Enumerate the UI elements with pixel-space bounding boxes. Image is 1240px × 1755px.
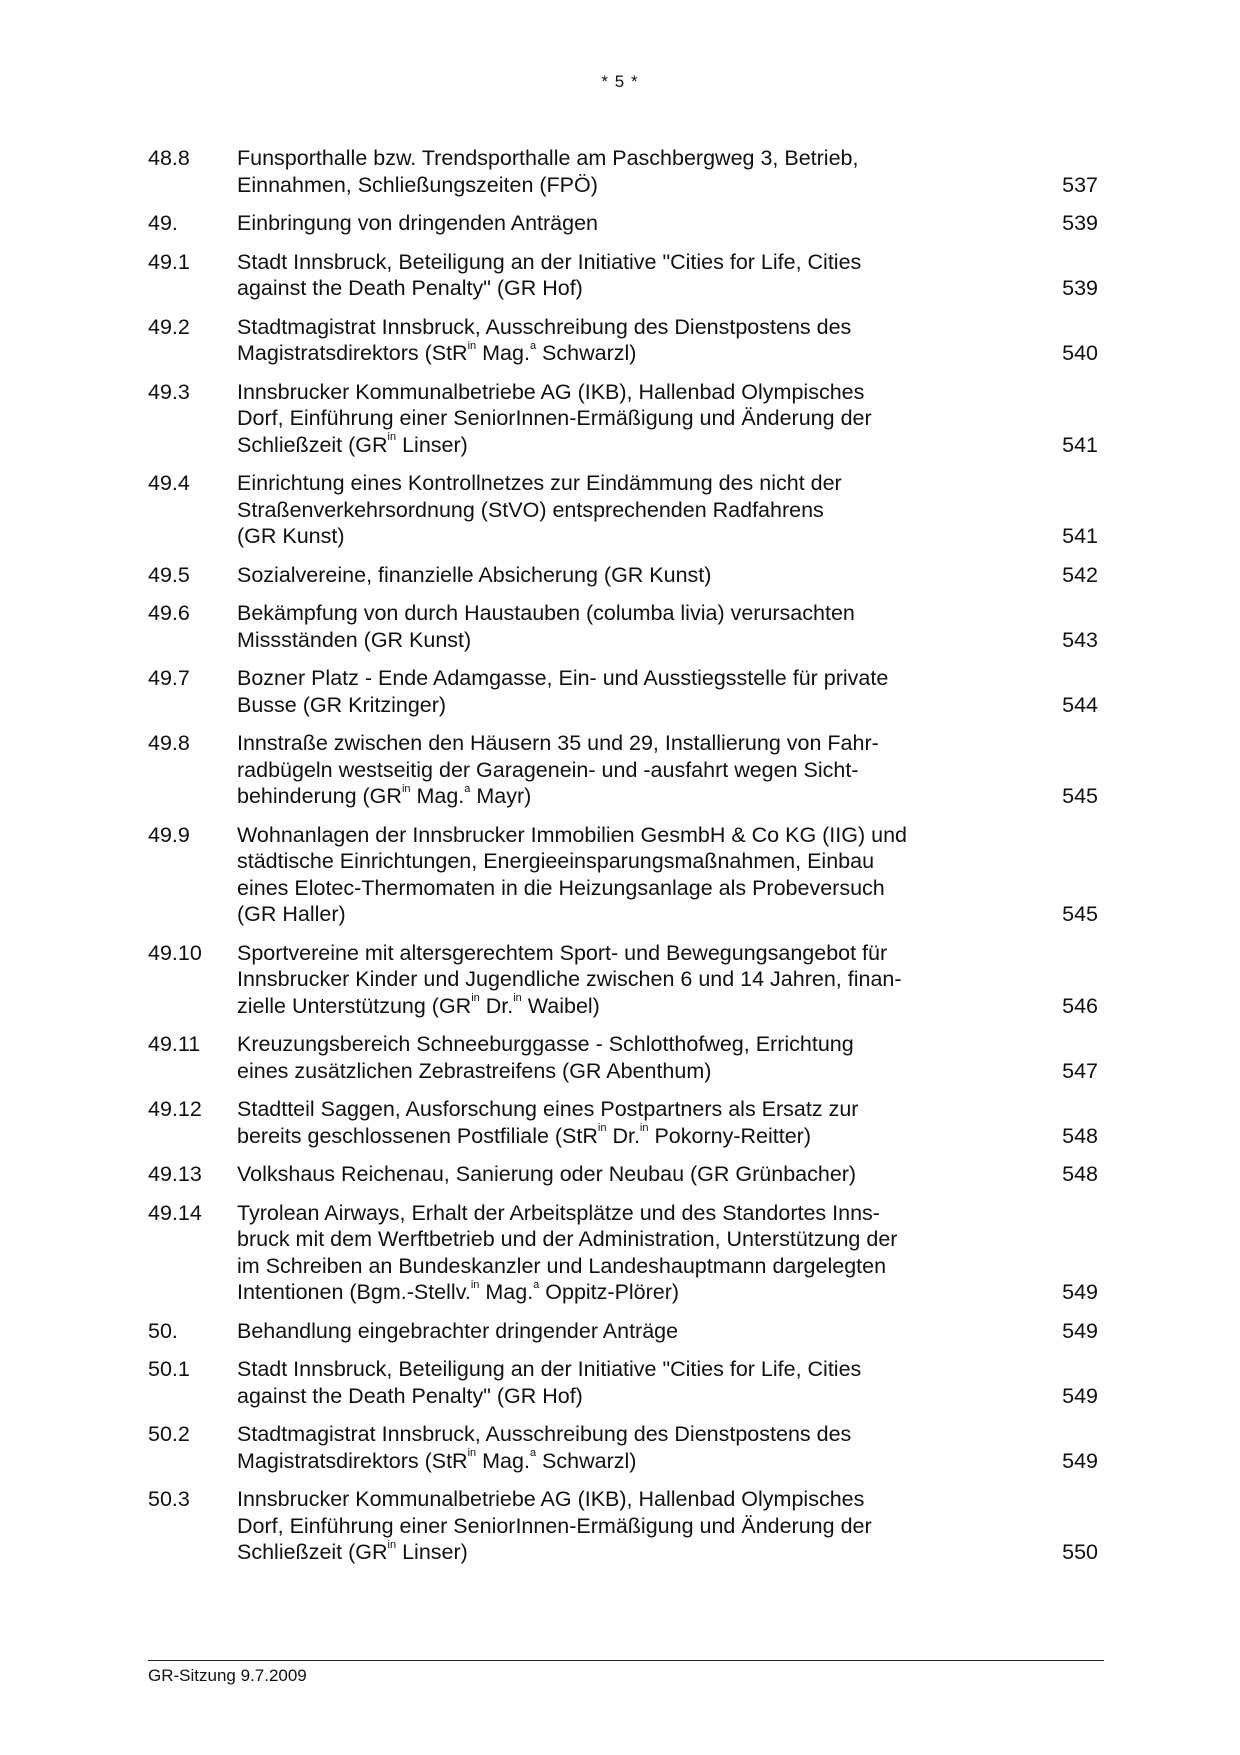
entry-title-segment: Intentionen (Bgm.-Stellv. xyxy=(237,1280,471,1304)
entry-title-line: Straßenverkehrsordnung (StVO) entsprechenden Radfahrens xyxy=(237,497,824,522)
superscript: in xyxy=(597,1122,607,1135)
toc-entry xyxy=(148,470,1098,550)
entry-number: 49.7 xyxy=(148,666,190,690)
entry-number: 49.12 xyxy=(148,1097,202,1121)
entry-title-line: Kreuzungsbereich Schneeburggasse - Schlotthofweg, Errichtung xyxy=(237,1032,854,1056)
toc-entry xyxy=(148,1096,1098,1149)
entry-page: 539 xyxy=(1062,211,1098,235)
entry-title-segment: Magistratsdirektors (StR xyxy=(237,341,468,365)
footer-text: GR-Sitzung 9.7.2009 xyxy=(148,1666,307,1685)
entry-title-line xyxy=(237,1539,967,1566)
entry-number: 49.11 xyxy=(148,1032,201,1056)
entry-title-line: Einrichtung eines Kontrollnetzes zur Eindämmung des nicht der xyxy=(237,471,842,495)
toc-entry xyxy=(148,1486,1098,1566)
entry-title xyxy=(237,730,967,810)
toc-entry xyxy=(148,145,1098,198)
entry-title-segment: Mag. xyxy=(410,784,465,808)
entry-page: 541 xyxy=(1062,524,1098,548)
entry-number: 49.3 xyxy=(148,379,190,404)
entry-number: 49.10 xyxy=(148,940,202,965)
entry-number: 49.5 xyxy=(148,562,190,587)
entry-page: 548 xyxy=(1062,1162,1098,1186)
entry-number: 48.8 xyxy=(148,146,190,170)
entry-title-line xyxy=(237,783,967,810)
superscript: a xyxy=(529,1447,537,1460)
entry-page: 549 xyxy=(1062,1318,1098,1343)
entry-number: 49.2 xyxy=(148,314,190,339)
superscript: in xyxy=(387,1538,397,1551)
entry-title-line: Innstraße zwischen den Häusern 35 und 29, Installierung von Fahr- xyxy=(237,731,879,755)
entry-number: 49.9 xyxy=(148,822,190,847)
entry-title-line: Bozner Platz - Ende Adamgasse, Ein- und Ausstiegsstelle für private xyxy=(237,666,889,690)
entry-title-segment: Schwarzl) xyxy=(536,1448,637,1473)
toc-entry xyxy=(148,940,1098,1020)
entry-title-segment: Linser) xyxy=(396,432,468,457)
superscript: in xyxy=(470,1278,480,1291)
entry-page: 544 xyxy=(1062,692,1098,717)
entry-title-line: bruck mit dem Werftbetrieb und der Administration, Unterstützung der xyxy=(237,1227,898,1251)
superscript: a xyxy=(529,339,537,352)
entry-title-line: Volkshaus Reichenau, Sanierung oder Neubau (GR Grünbacher) xyxy=(237,1162,857,1186)
entry-page: 549 xyxy=(1062,1448,1098,1473)
entry-number: 50. xyxy=(148,1318,178,1343)
entry-title-line: Behandlung eingebrachter dringender Anträge xyxy=(237,1318,679,1343)
entry-title-line xyxy=(237,1123,967,1150)
entry-title-line: against the Death Penalty" (GR Hof) xyxy=(237,276,583,300)
entry-title-segment: Mag. xyxy=(476,1448,530,1473)
entry-page: 540 xyxy=(1062,341,1098,365)
toc-entry xyxy=(148,665,1098,718)
entry-title-line: Einbringung von dringenden Anträgen xyxy=(237,211,599,235)
entry-title-line: Busse (GR Kritzinger) xyxy=(237,692,447,717)
entry-title-segment: Mag. xyxy=(476,341,530,365)
entry-title-segment: Oppitz-Plörer) xyxy=(539,1280,680,1304)
entry-title xyxy=(237,600,967,653)
entry-title-line: Stadt Innsbruck, Beteiligung an der Initiative "Cities for Life, Cities xyxy=(237,1357,862,1381)
entry-title-line: Dorf, Einführung einer SeniorInnen-Ermäßigung und Änderung der xyxy=(237,1513,872,1538)
entry-title xyxy=(237,210,967,237)
entry-page: 549 xyxy=(1062,1383,1098,1408)
entry-title-segment: Schließzeit (GR xyxy=(237,1540,388,1564)
superscript: in xyxy=(639,1122,649,1135)
footer-divider xyxy=(148,1660,1104,1661)
entry-title-segment: zielle Unterstützung (GR xyxy=(237,993,472,1018)
entry-title-segment: Schwarzl) xyxy=(536,341,637,365)
entry-number: 50.2 xyxy=(148,1422,190,1446)
entry-page: 546 xyxy=(1062,993,1098,1018)
entry-page: 537 xyxy=(1062,172,1098,197)
entry-title-line: Dorf, Einführung einer SeniorInnen-Ermäßigung und Änderung der xyxy=(237,406,872,430)
entry-title-line: Funsporthalle bzw. Trendsporthalle am Paschbergweg 3, Betrieb, xyxy=(237,146,859,170)
superscript: in xyxy=(401,782,411,795)
entry-title xyxy=(237,665,967,718)
entry-title-line xyxy=(237,340,967,367)
entry-title-segment: bereits geschlossenen Postfiliale (StR xyxy=(237,1123,598,1148)
entry-title xyxy=(237,1356,967,1409)
entry-title-line: eines zusätzlichen Zebrastreifens (GR Abenthum) xyxy=(237,1058,712,1083)
superscript: in xyxy=(513,992,522,1005)
entry-title-line: Innsbrucker Kommunalbetriebe AG (IKB), Hallenbad Olympisches xyxy=(237,1487,865,1511)
toc-entry xyxy=(148,1161,1098,1188)
entry-number: 49.6 xyxy=(148,601,190,625)
entry-title xyxy=(237,562,967,589)
entry-page: 545 xyxy=(1062,784,1098,808)
entry-title-line: Einnahmen, Schließungszeiten (FPÖ) xyxy=(237,172,598,197)
entry-title-segment: Magistratsdirektors (StR xyxy=(237,1448,468,1473)
entry-number: 50.1 xyxy=(148,1357,190,1381)
entry-title-segment: Schließzeit (GR xyxy=(237,432,388,457)
entry-title-segment: Pokorny-Reitter) xyxy=(648,1123,811,1148)
toc-entry xyxy=(148,730,1098,810)
entry-title-line xyxy=(237,432,967,459)
entry-page: 548 xyxy=(1062,1123,1098,1148)
toc-entry xyxy=(148,1421,1098,1474)
entry-title-line: im Schreiben an Bundeskanzler und Landeshauptmann dargelegten xyxy=(237,1253,887,1278)
toc-entry xyxy=(148,210,1098,237)
toc-entry xyxy=(148,379,1098,459)
entry-title-line: radbügeln westseitig der Garagenein- und -ausfahrt wegen Sicht- xyxy=(237,757,859,782)
entry-title xyxy=(237,379,967,459)
entry-page: 545 xyxy=(1062,902,1098,926)
entry-page: 547 xyxy=(1062,1058,1098,1083)
entry-title-line: Innsbrucker Kommunalbetriebe AG (IKB), Hallenbad Olympisches xyxy=(237,379,865,404)
entry-title-segment: Dr. xyxy=(606,1123,640,1148)
entry-title-segment: Mayr) xyxy=(470,784,532,808)
entry-title xyxy=(237,1096,967,1149)
superscript: in xyxy=(387,431,397,444)
entry-title-line xyxy=(237,993,967,1020)
entry-title-line: Tyrolean Airways, Erhalt der Arbeitsplätze und des Standortes Inns- xyxy=(237,1200,880,1225)
superscript: in xyxy=(467,339,477,352)
entry-title xyxy=(237,470,967,550)
entry-title xyxy=(237,822,967,928)
entry-title xyxy=(237,1200,967,1306)
entry-title-line: Innsbrucker Kinder und Jugendliche zwischen 6 und 14 Jahren, finan- xyxy=(237,967,902,991)
superscript: in xyxy=(471,992,480,1005)
entry-page: 542 xyxy=(1062,562,1098,587)
entry-title-line: eines Elotec-Thermomaten in die Heizungsanlage als Probeversuch xyxy=(237,875,885,900)
toc-entry xyxy=(148,1200,1098,1306)
toc-entry xyxy=(148,1318,1098,1345)
entry-title-line: Stadtmagistrat Innsbruck, Ausschreibung des Dienstpostens des xyxy=(237,1422,852,1446)
entry-title-line: Missständen (GR Kunst) xyxy=(237,627,472,652)
entry-title xyxy=(237,1486,967,1566)
entry-title xyxy=(237,249,967,302)
entry-title xyxy=(237,1031,967,1084)
toc-entry xyxy=(148,822,1098,928)
entry-title-segment: Linser) xyxy=(396,1540,468,1564)
table-of-contents xyxy=(148,145,1098,1578)
entry-title-line: Sozialvereine, finanzielle Absicherung (GR Kunst) xyxy=(237,562,712,587)
toc-entry xyxy=(148,249,1098,302)
entry-page: 543 xyxy=(1062,627,1098,652)
entry-title-line: Stadtmagistrat Innsbruck, Ausschreibung des Dienstpostens des xyxy=(237,314,852,339)
superscript: a xyxy=(533,1278,540,1291)
entry-title xyxy=(237,1421,967,1474)
entry-title-segment: Mag. xyxy=(479,1280,534,1304)
entry-title-segment: behinderung (GR xyxy=(237,784,402,808)
entry-title-line: Stadt Innsbruck, Beteiligung an der Initiative "Cities for Life, Cities xyxy=(237,249,862,274)
entry-title xyxy=(237,314,967,367)
entry-page: 549 xyxy=(1062,1280,1098,1304)
entry-number: 49.1 xyxy=(148,249,190,274)
entry-title-line: (GR Kunst) xyxy=(237,524,345,548)
entry-page: 539 xyxy=(1062,276,1098,300)
entry-title-segment: Dr. xyxy=(479,993,514,1018)
entry-title xyxy=(237,1318,967,1345)
entry-title-segment: Waibel) xyxy=(521,993,600,1018)
toc-entry xyxy=(148,1356,1098,1409)
entry-number: 49.14 xyxy=(148,1200,202,1225)
superscript: a xyxy=(464,782,471,795)
entry-number: 49.8 xyxy=(148,731,190,755)
toc-entry xyxy=(148,314,1098,367)
toc-entry xyxy=(148,1031,1098,1084)
entry-title xyxy=(237,145,967,198)
entry-title-line: Wohnanlagen der Innsbrucker Immobilien GesmbH & Co KG (IIG) und xyxy=(237,822,907,847)
entry-page: 550 xyxy=(1062,1540,1098,1564)
entry-title xyxy=(237,1161,967,1188)
entry-number: 49.13 xyxy=(148,1162,202,1186)
page-number: * 5 * xyxy=(601,72,639,91)
entry-title-line: Stadtteil Saggen, Ausforschung eines Postpartners als Ersatz zur xyxy=(237,1097,859,1121)
toc-entry xyxy=(148,562,1098,589)
entry-title-line: Bekämpfung von durch Haustauben (columba livia) verursachten xyxy=(237,601,855,625)
entry-title-line: (GR Haller) xyxy=(237,902,346,926)
entry-title xyxy=(237,940,967,1020)
entry-title-line xyxy=(237,1448,967,1475)
entry-title-line xyxy=(237,1279,967,1306)
entry-title-line: städtische Einrichtungen, Energieeinsparungsmaßnahmen, Einbau xyxy=(237,849,875,873)
entry-title-line: against the Death Penalty" (GR Hof) xyxy=(237,1383,583,1408)
superscript: in xyxy=(467,1447,477,1460)
toc-entry xyxy=(148,600,1098,653)
entry-number: 50.3 xyxy=(148,1487,190,1511)
entry-title-line: Sportvereine mit altersgerechtem Sport- und Bewegungsangebot für xyxy=(237,940,888,965)
entry-number: 49.4 xyxy=(148,471,190,495)
entry-number: 49. xyxy=(148,211,178,235)
entry-page: 541 xyxy=(1062,432,1098,457)
